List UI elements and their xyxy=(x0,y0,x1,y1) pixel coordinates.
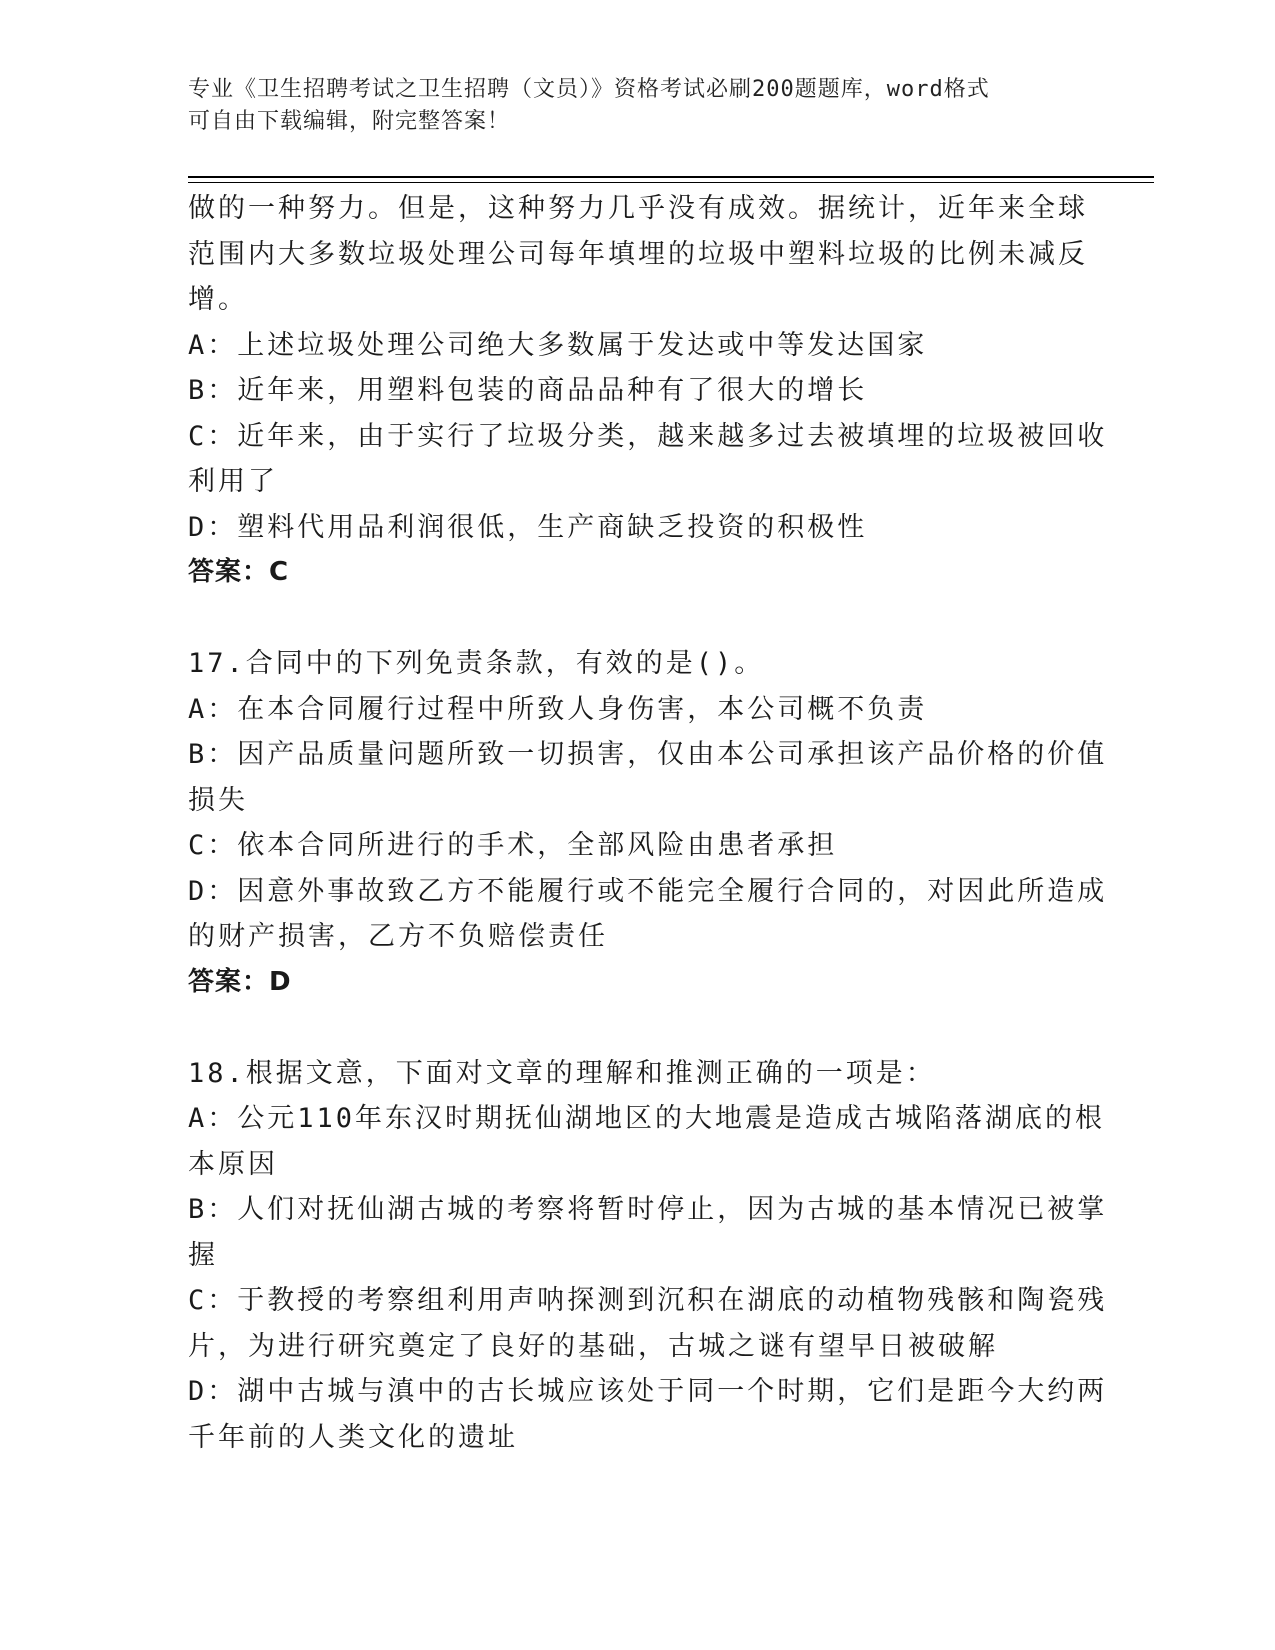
question-16 xyxy=(188,186,1108,596)
spacer xyxy=(188,1005,1078,1051)
option-d-continued: 千年前的人类文化的遗址 xyxy=(188,1421,518,1453)
option-c-continued: 片，为进行研究奠定了良好的基础，古城之谜有望早日被破解 xyxy=(188,1330,998,1362)
option-a: A：上述垃圾处理公司绝大多数属于发达或中等发达国家 xyxy=(188,329,928,361)
option-a: A：公元110年东汉时期抚仙湖地区的大地震是造成古城陷落湖底的根 xyxy=(188,1103,1106,1134)
question-stem: 18.根据文意，下面对文章的理解和推测正确的一项是： xyxy=(188,1057,936,1089)
question-18 xyxy=(188,1051,1108,1461)
option-a: A：在本合同履行过程中所致人身伤害，本公司概不负责 xyxy=(188,693,928,725)
option-d-continued: 的财产损害，乙方不负赔偿责任 xyxy=(188,921,608,952)
option-a-continued: 本原因 xyxy=(188,1148,278,1180)
option-d: D：因意外事故致乙方不能履行或不能完全履行合同的，对因此所造成 xyxy=(188,875,1108,907)
option-c: C：近年来，由于实行了垃圾分类，越来越多过去被填埋的垃圾被回收 xyxy=(188,420,1108,452)
header-divider-thick xyxy=(188,176,1154,178)
header-divider-thin xyxy=(188,182,1154,183)
question-stem-line: 范围内大多数垃圾处理公司每年填埋的垃圾中塑料垃圾的比例未减反 xyxy=(188,238,1088,270)
document-body xyxy=(188,186,1108,1460)
question-stem-line: 增。 xyxy=(188,284,248,315)
header-title-line-2: 可自由下载编辑，附完整答案！ xyxy=(188,109,511,134)
option-d: D：湖中古城与滇中的古长城应该处于同一个时期，它们是距今大约两 xyxy=(188,1376,1108,1407)
option-c-continued: 利用了 xyxy=(188,466,278,497)
option-b: B：因产品质量问题所致一切损害，仅由本公司承担该产品价格的价值 xyxy=(188,739,1108,770)
header-title-line-1: 专业《卫生招聘考试之卫生招聘（文员）》资格考试必刷200题题库，word格式 xyxy=(188,77,990,102)
spacer xyxy=(188,596,1078,642)
question-17 xyxy=(188,641,1108,1005)
answer-label: 答案：C xyxy=(188,557,290,587)
option-b: B：人们对抚仙湖古城的考察将暂时停止，因为古城的基本情况已被掌 xyxy=(188,1194,1108,1225)
answer-label: 答案：D xyxy=(188,966,292,997)
option-d: D：塑料代用品利润很低，生产商缺乏投资的积极性 xyxy=(188,511,868,543)
option-b-continued: 握 xyxy=(188,1239,218,1271)
option-c: C：依本合同所进行的手术，全部风险由患者承担 xyxy=(188,830,838,861)
question-stem-line: 做的一种努力。但是，这种努力几乎没有成效。据统计，近年来全球 xyxy=(188,193,1088,224)
question-stem: 17.合同中的下列免责条款，有效的是()。 xyxy=(188,648,765,679)
document-header xyxy=(188,74,1078,138)
option-c: C：于教授的考察组利用声呐探测到沉积在湖底的动植物残骸和陶瓷残 xyxy=(188,1285,1108,1316)
option-b: B：近年来，用塑料包装的商品品种有了很大的增长 xyxy=(188,375,868,406)
option-b-continued: 损失 xyxy=(188,784,248,816)
